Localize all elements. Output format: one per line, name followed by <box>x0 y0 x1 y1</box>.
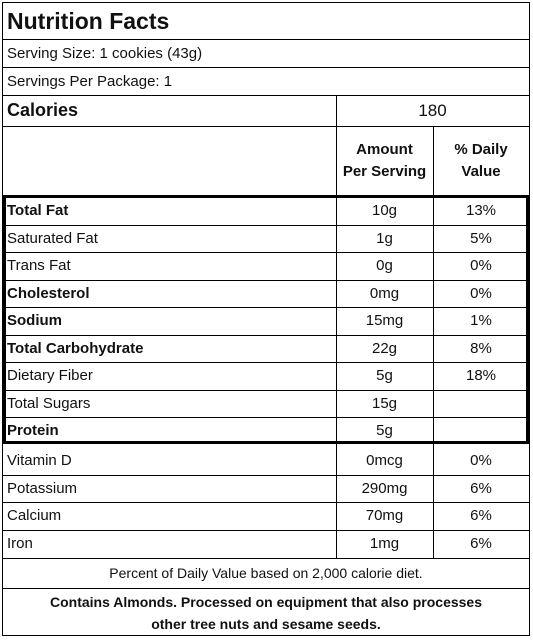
column-header-amount: Amount Per Serving <box>342 141 427 180</box>
servings-per-package: Servings Per Package: 1 <box>7 73 173 90</box>
calories-value: 180 <box>418 101 447 120</box>
nutrient-name: Saturated Fat <box>7 229 98 247</box>
nutrient-name: Potassium <box>7 479 78 497</box>
nutrient-amount: 15mg <box>365 312 404 329</box>
divider <box>3 39 529 40</box>
nutrient-name: Trans Fat <box>7 257 71 274</box>
nutrient-daily-value: 6% <box>470 534 492 552</box>
nutrition-facts-label <box>2 2 530 636</box>
divider <box>3 558 529 559</box>
nutrient-name: Cholesterol <box>7 284 90 302</box>
row-divider <box>3 502 529 503</box>
nutrient-name: Dietary Fiber <box>7 367 93 384</box>
nutrient-amount: 70mg <box>365 507 404 524</box>
row-divider <box>3 307 529 308</box>
nutrient-daily-value: 6% <box>470 479 492 497</box>
column-header-daily-value: % Daily Value <box>454 141 508 180</box>
nutrient-amount: 1mg <box>369 534 400 552</box>
nutrient-name: Total Sugars <box>7 394 91 412</box>
nutrient-amount: 22g <box>371 339 398 357</box>
row-divider <box>3 280 529 281</box>
nutrient-amount: 5g <box>376 367 393 384</box>
nutrient-amount: 15g <box>371 394 398 412</box>
nutrient-name: Iron <box>7 534 33 552</box>
nutrient-daily-value: 5% <box>470 229 492 247</box>
nutrient-name: Total Fat <box>7 202 69 219</box>
allergen-statement: Contains Almonds. Processed on equipment that also processes other tree nuts and sesame seeds. <box>49 594 483 632</box>
row-divider <box>3 475 529 476</box>
divider <box>3 95 529 96</box>
row-divider <box>3 417 529 418</box>
nutrient-daily-value: 18% <box>465 367 497 384</box>
nutrient-amount: 0g <box>376 257 393 274</box>
calories-label: Calories <box>7 100 79 120</box>
row-divider <box>3 390 529 391</box>
nutrient-daily-value: 0% <box>470 257 492 274</box>
nutrient-name: Vitamin D <box>7 452 72 469</box>
nutrient-daily-value: 0% <box>470 284 492 302</box>
nutrient-daily-value: 1% <box>470 312 492 329</box>
nutrient-daily-value: 13% <box>465 202 497 219</box>
nutrient-name: Calcium <box>7 507 62 524</box>
row-divider <box>3 225 529 226</box>
nutrient-daily-value: 0% <box>470 452 492 469</box>
nutrient-daily-value: 6% <box>470 507 492 524</box>
nutrient-name: Sodium <box>7 312 62 329</box>
row-divider <box>3 252 529 253</box>
label-title: Nutrition Facts <box>7 8 170 34</box>
daily-value-footnote: Percent of Daily Value based on 2,000 calorie diet. <box>109 565 423 581</box>
divider <box>3 67 529 68</box>
nutrient-amount: 1g <box>376 229 393 247</box>
row-divider <box>3 335 529 336</box>
row-divider <box>3 362 529 363</box>
nutrient-amount: 10g <box>371 202 398 219</box>
nutrient-daily-value: 8% <box>470 339 492 357</box>
row-divider <box>3 530 529 531</box>
divider <box>3 126 529 127</box>
nutrient-amount: 0mcg <box>366 452 403 469</box>
nutrient-name: Protein <box>7 422 59 439</box>
nutrient-name: Total Carbohydrate <box>7 339 144 357</box>
nutrient-amount: 5g <box>376 422 393 439</box>
divider <box>3 588 529 589</box>
nutrient-amount: 0mg <box>369 284 400 302</box>
nutrient-amount: 290mg <box>361 479 408 497</box>
serving-size: Serving Size: 1 cookies (43g) <box>7 45 203 62</box>
